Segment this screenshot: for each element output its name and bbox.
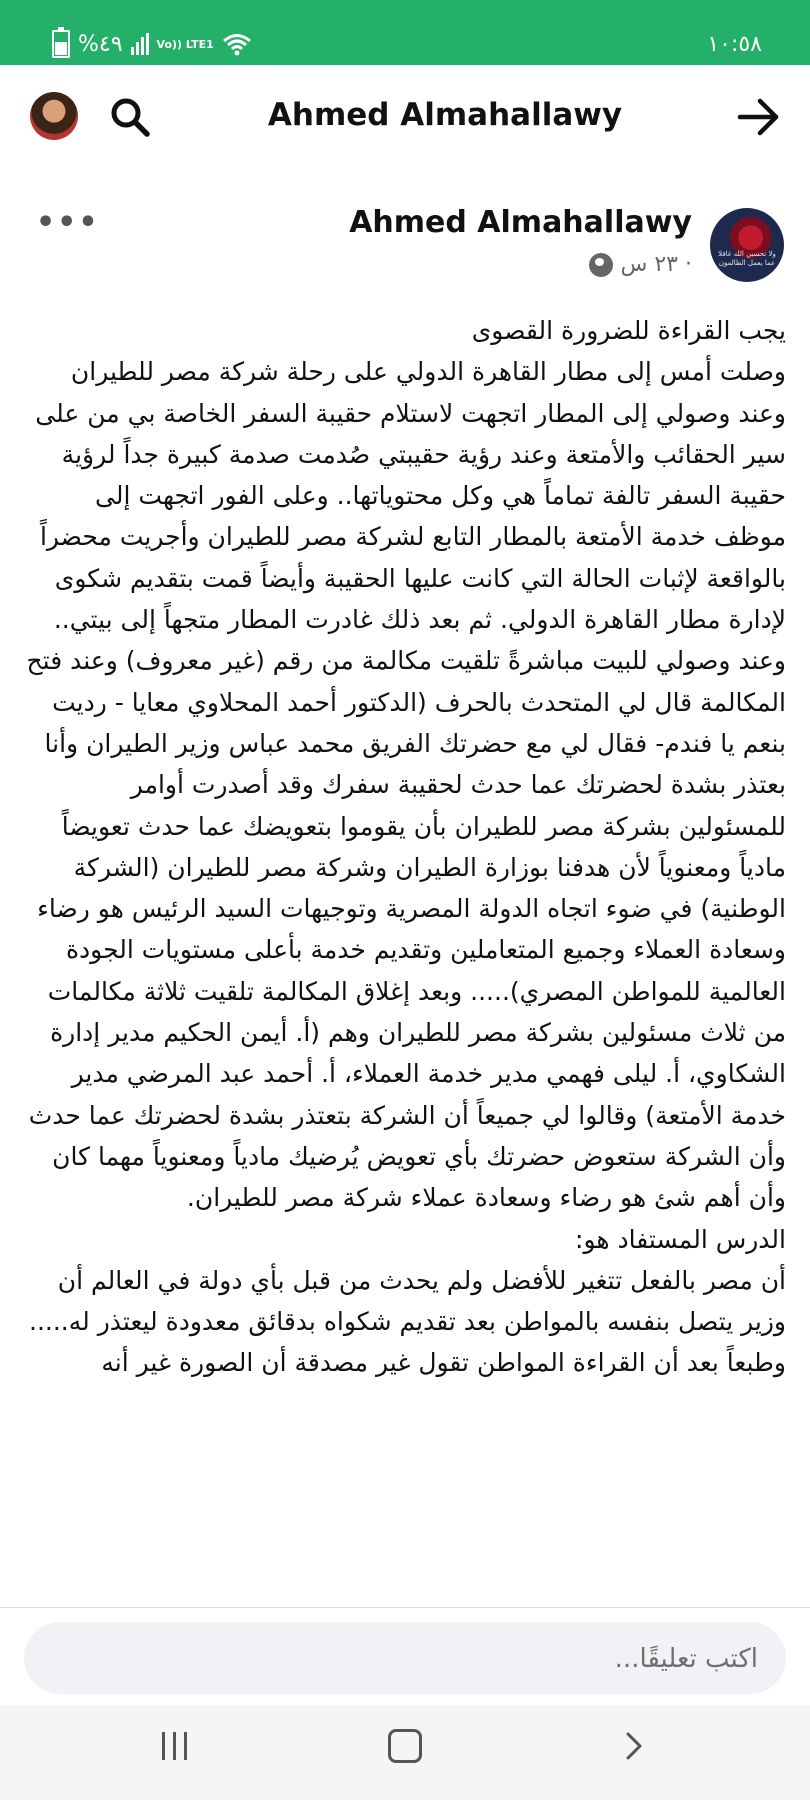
system-nav-bar — [0, 1705, 810, 1800]
battery-level: %٤٩ — [78, 31, 123, 57]
status-icons — [52, 30, 252, 58]
status-time: ١٠:٥٨ — [707, 32, 762, 57]
post-meta — [589, 252, 693, 277]
battery-icon — [52, 30, 70, 58]
post-body-text: يجب القراءة للضرورة القصوى وصلت أمس إلى مطار القاهرة الدولي على رحلة شركة مصر للطيران وعند وصولي إلى المطار اتجهت لاستلام حقيبة السفر الخاصة بي من على سير الحقائب والأمتعة وعند رؤية حقيبتي صُدمت صدمة كبيرة جداً لرؤية حقيبة السفر تالفة تماماً هي وكل محتوياتها.. وعلى الفور اتجهت إلى موظف خدمة الأمتعة بالمطار التابع لشركة مصر للطيران وأجريت محضراً بالواقعة لإثبات الحالة التي كانت عليها الحقيبة وأيضاً قمت بتقديم شكوى لإدارة مطار القاهرة الدولي. ثم بعد ذلك غادرت المطار متجهاً إلى بيتي.. وعند وصولي للبيت مباشرةً تلقيت مكالمة من رقم (غير معروف) وعند فتح المكالمة قال لي المتحدث بالحرف (الدكتور أحمد المحلاوي معايا - رديت بنعم يا فندم- فقال لي مع حضرتك الفريق محمد عباس وزير الطيران وأنا بعتذر بشدة لحضرتك عما حدث لحقيبة سفرك وقد أصدرت أوامر للمسئولين بشركة مصر للطيران بأن يقوموا بتعويضك عما حدث تعويضاً مادياً ومعنوياً لأن هدفنا بوزارة الطيران وشركة مصر للطيران (الشركة الوطنية) في ضوء اتجاه الدولة المصرية وتوجيهات السيد الرئيس هو رضاء وسعادة العملاء وجميع المتعاملين وتقديم خدمة بأعلى مستويات الجودة العالمية للمواطن المصري)..... وبعد إغلاق المكالمة تلقيت ثلاثة مكالمات من ثلاث مسئولين بشركة مصر للطيران وهم (أ. أيمن الحكيم مدير إدارة الشكاوي، أ. ليلى فهمي مدير خدمة العملاء، أ. أحمد عبد المرضي مدير خدمة الأمتعة) وقالوا لي جميعاً أن الشركة بتعتذر بشدة لحضرتك عما حدث وأن الشركة ستعوض حضرتك بأي تعويض يُرضيك مادياً ومعنوياً مهما كان وأن أهم شئ هو رضاء وسعادة عملاء شركة مصر للطيران. الدرس المستفاد هو: أن مصر بالفعل تتغير للأفضل ولم يحدث من قبل بأي دولة في العالم أن وزير يتصل بنفسه بالمواطن بعد تقديم شكواه بدقائق معدودة ليعتذر له..... وطبعاً بعد أن القراءة المواطن تقول غير مصدقة أن الصورة غير أنه — [26, 316, 786, 1378]
divider — [0, 1607, 810, 1608]
wifi-icon — [222, 32, 252, 56]
avatar-caption: ولا تحسبن الله غافلا عما يعمل الظالمون — [718, 250, 776, 267]
post-time[interactable]: ٢٣ س · — [620, 252, 692, 277]
status-bar — [0, 0, 810, 65]
nav-back-icon[interactable] — [618, 1731, 648, 1761]
user-avatar[interactable] — [30, 92, 78, 140]
globe-icon — [589, 253, 613, 277]
home-icon[interactable] — [388, 1729, 422, 1763]
signal-icon — [131, 33, 149, 55]
post-author-name[interactable]: Ahmed Almahallawy — [349, 205, 692, 240]
post-author-avatar[interactable] — [710, 208, 784, 282]
comment-box[interactable] — [24, 1622, 786, 1694]
arrow-right-icon[interactable] — [736, 95, 782, 139]
top-header — [0, 65, 810, 170]
more-options-icon[interactable]: ••• — [36, 205, 100, 240]
comment-input[interactable]: اكتب تعليقًا... — [614, 1644, 758, 1674]
network-type: Vo)) LTE1 — [156, 37, 214, 51]
recent-apps-icon[interactable] — [162, 1732, 192, 1760]
search-icon[interactable] — [108, 95, 152, 139]
page-title: Ahmed Almahallawy — [267, 97, 623, 133]
